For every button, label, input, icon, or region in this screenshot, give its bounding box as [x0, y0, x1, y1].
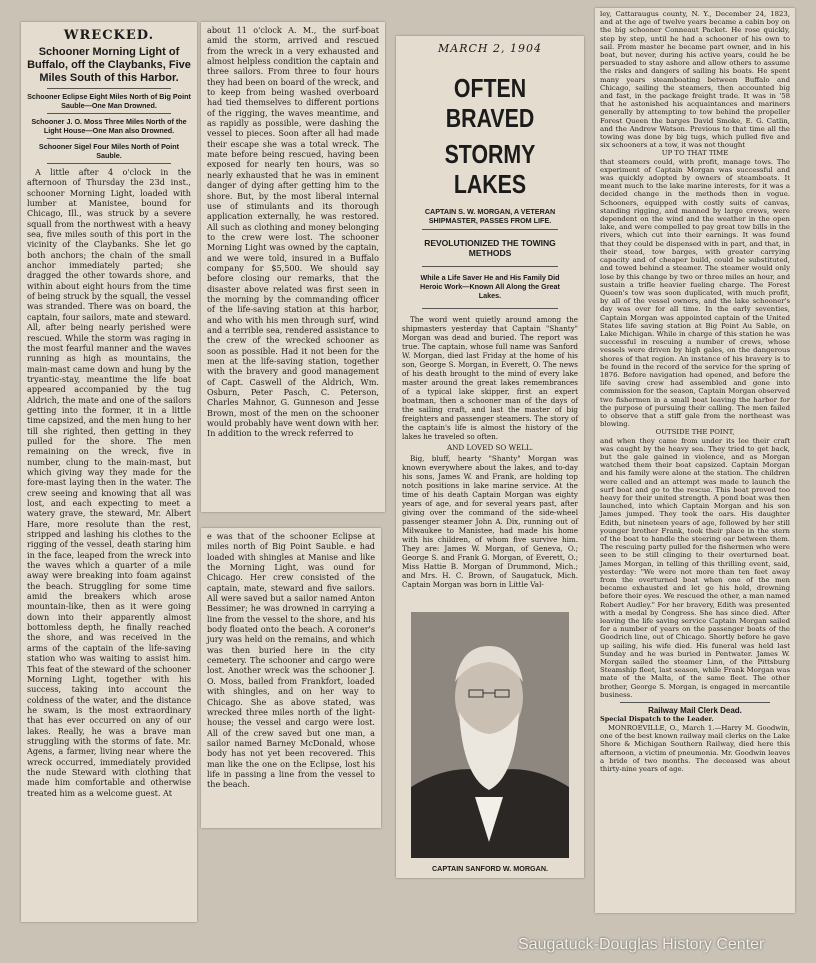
- railway-mail-body: MONROEVILLE, O., March 1.—Harry M. Goodwin, one of the best known railway mail clerks on the Lake Shore & Michigan Southern Railway, died here this afternoon, a victim of pneumonia. Mr. Goodwin leaves a bride of two months. The deceased was about thirty-nine years of age.: [600, 724, 790, 774]
- divider: [422, 308, 558, 309]
- portrait-photo-illustration: [411, 612, 569, 858]
- subhead-up-to-that-time: UP TO THAT TIME: [661, 149, 729, 158]
- subhead-loved: AND LOVED SO WELL.: [446, 443, 534, 452]
- divider: [47, 138, 171, 139]
- divider: [47, 163, 171, 164]
- divider: [422, 229, 558, 230]
- subhead-outside-the-point: OUTSIDE THE POINT,: [655, 428, 735, 437]
- morgan-continuation-clipping: [595, 8, 795, 913]
- eclipse-body: e was that of the schooner Eclipse at miles north of Big Point Sauble. e had loaded with shingles at Manise and like the Morning Light, was ound for Chicago. Her crew consisted of the captain, mate, steward and five sailors. All were saved but a sailor named Anton Bessimer; he was drowned in carrying a line from the vessel to the shore, and his body floated onto the beach. A coroner's jury was held on the remains, and which was then buried here in the city cemetery. The schooner and cargo were lost. Another wreck was the schooner J. O. Moss, bailed from Frankfort, loaded with shingles, and on her way to Chicago. She as above stated, was wrecked three miles north of the light-house; the vessel and cargo were lost. All of the crew saved but one man, a sailor named Barney McDonald, whose body has not yet been recovered. This man like the one on the Eclipse, lost his life in passing a line from the vessel to the beach.: [207, 531, 375, 790]
- right-body-2: that steamers could, with profit, manage tows. The experiment of Captain Morgan was successful and was quickly adopted by owners of steamboats. It meant much to the lake marine interests, for it was a decided change in the methods then in vogue. Schooners, equipped with costly suits of canvas, standing rigging, and manned by large crews, were dependent on the wind and the weather in the open lake, and were compelled to pay great tow bills in the rivers, which cut into their earnings. It was found that they could be dispensed with in part, and that, in their stead, tow barges, with greater carrying capacity and of cheaper build, could be substituted, and towed behind a steamer. The steamer would only lose by this change by two or three miles an hour, and sustain a trifle heavier fueling charge. The Forest Queen's tow was soon duplicated, with much profit, by all of the vessel owners, and the lake schooner's day was over for all time. In the early seventies, Captain Morgan was appointed captain of the United States life saving station at Big Point Au Sable, on Lake Michigan. While in charge of this station he was successful in rescuing a number of crews, whose vessels were driven by high gales, on the dangerous shores of that region. An instance of his bravery is to be found in the record of the service for the spring of 1876. Before navigation had opened, and before the life saving crew had assembled and gone into commission for the season, Captain Morgan observed two fishermen in a small boat leaving the harbor for the purpose of pursuing their calling. The men failed to observe that a stiff gale from the northeast was blowing.: [600, 157, 790, 429]
- dateline: MARCH 2, 1904: [438, 42, 542, 55]
- wrecked-clipping: [21, 22, 197, 922]
- portrait-photo: [411, 612, 569, 858]
- wrecked-continuation-clipping: [201, 22, 385, 512]
- right-body-3: and when they came from under its lee their craft was caught by the heavy sea. They tried to get back, but the gale gained in violence, and as Morgan watched them their boat capsized. Captain Morgan and his family were alone at the station. The children were called and an attempt was made to launch the surf boat and go to the rescue. This boat proved too heavy for their united strength. A pond boat was then launched, into which Captain Morgan and his son James jumped. They took the oars. His daughter Edith, but nineteen years of age, followed by her still younger brother Frank, took their place in the stern of the boat to handle the steering oar between them. The rescuing party pulled for the fishermen who were seen to be still clinging to their overturned boat. James Morgan, in telling of this thrilling event, said, yesterday: "We were not more than ten feet away from the overturned boat when one of the men became exhausted and let go his hold, drowning before their eyes. We rescued the other, a man named Robert Audley." For her bravery, Edith was presented with a medal by Congress. She has since died. After leaving the life saving service Captain Morgan sailed for a number of years on the passenger boats of the Goodrich line, out of Chicago. Shortly before he gave up sailing, his wife died. His funeral was held last Sunday and he was buried in Pentwater. James W. Morgan sailed the steamer Linn, of the Pittsburg Steamship fleet, last season, while Frank Morgan was mate of the Malta, of the same fleet. The other brother, George S. Morgan, is engaged in mercantile business.: [600, 436, 790, 699]
- eclipse-clipping: [201, 528, 381, 828]
- wrecked-subhead-2: Schooner J. O. Moss Three Miles North of the Light House—One Man also Drowned.: [31, 117, 187, 135]
- morgan-obituary-clipping: [396, 36, 584, 878]
- railway-mail-heading: Railway Mail Clerk Dead.: [648, 706, 742, 716]
- headline-line-2: STORMY LAKES: [444, 139, 536, 199]
- divider: [47, 88, 171, 89]
- wrecked-subhead-3: Schooner Sigel Four Miles North of Point Sauble.: [38, 142, 180, 160]
- headline-line-1: OFTEN BRAVED: [445, 73, 535, 133]
- right-body: ley, Cattaraugus county, N. Y., December 24, 1823, and at the age of twelve years became a cabin boy on the big schooner Conneaut Packet. He rose quickly, step by step, until he had a schooner of his own to sail. From master he became part owner, and in his boat, but never, during his active years, could he be persuaded to stay ashore and allow others to assume the risks and dangers of sailing his boats. He spent many years steamboating between Buffalo and Chicago, sailing the steamers, then accounted big and fast, in the package freight trade. It was in '58 that he astonished his acquaintances and mariners generally by attempting to tow behind the propeller Forest Queen the barges David Smoke, E. G. Catlin, and the Andrew Watson. Previous to that time all the towing was done by big tugs, which pulled five and six schooners at a tow, it was not thought: [600, 10, 790, 150]
- watermark: Saugatuck-Douglas History Center: [518, 936, 765, 953]
- wrecked-subhead-1: Schooner Eclipse Eight Miles North of Big Point Sauble—One Man Drowned.: [27, 92, 191, 110]
- divider: [47, 113, 171, 114]
- deck-2: REVOLUTIONIZED THE TOWING METHODS: [424, 238, 556, 258]
- railway-mail-dispatch: Special Dispatch to the Leader.: [600, 715, 714, 724]
- divider: [620, 702, 770, 703]
- wrecked-title: Schooner Morning Light of Buffalo, off the Claybanks, Five Miles South of this Harbor.: [27, 46, 191, 84]
- divider: [422, 266, 558, 267]
- portrait-caption: CAPTAIN SANFORD W. MORGAN.: [431, 864, 549, 873]
- wrecked-continuation-body: about 11 o'clock A. M., the surf-boat amid the storm, arrived and rescued from the wreck in a very exhausted and almost helpless condition the captain and three sailors. From three to four hours they had been on board of the wreck, and to keep from being washed overboard had tied themselves to different portions of the rigging, the waves meantime, and as rapidly as possible, were dashing the vessel to pieces. Soon after all had made their escape she was a total wreck. The mate before being rescued, having been exposed for nearly ten hours, was so nearly exhausted that he was in eminent danger of dying after getting him to the shore. But, by the most liberal internal use of stimulants and its thorough application externally, he was restored. All such as clothing and money belonging to the crew were lost. The schooner Morning Light was owned by the captain, and we were told, insured in a Buffalo company for $5,500. We should say before closing our remarks, that the disaster above related was first seen in the morning by the commanding officer of the life-saving station at this harbor, and who with his men through surf, wind and a terrible sea, rendered assistance to the crew of the wrecked schooner as soon as possible. Had it not been for the men at the life-saving station, together with the bravery and good management of Capt. Caswell of the Aldrich, Wm. Osburn, Peter Pasch, C. Peterson, Charles Mahnor, G. Gunneson and Jesse Brown, most of the men on the schooner would probably have went down with her. In addition to the wreck referred to: [207, 25, 379, 439]
- morgan-body-2: Big, bluff, hearty "Shanty" Morgan was known everywhere about the lakes, and to-day his sons, James W. and Frank, are holding top notch positions in lake marine service. At the time of his death Captain Morgan was eighty years of age, and for several years past, after giving over the command of the side-wheel passenger steamer John A. Dix, running out of Milwaukee to Manistee, had made his home with his children, of whom five survive him. They are: James W. Morgan, of Geneva, O.; George S. and Frank G. Morgan, of Everett, O.; Miss Hattie B. Morgan of Drummond, Mich.; and Mrs. H. C. Brown, of Saugatuck, Mich. Captain Morgan was born in Little Val-: [402, 454, 578, 589]
- wrecked-heading: WRECKED.: [63, 28, 155, 43]
- deck-3: While a Life Saver He and His Family Did Heroic Work—Known All Along the Great Lakes.: [420, 273, 560, 300]
- wrecked-body: A little after 4 o'clock in the afternoon of Thursday the 23d inst., schooner Morning Light, loaded with lumber at Manistee, bound for Chicago, Ill., was struck by a severe squall from the northwest with a heavy sea, five miles south of this port in the vicinity of the Claybanks. She let go both anchors; the chain of the small anchor immediately parted; she dragged the other towards shore, and within about eight hours from the time of being struck by the squall, the vessel was stranded. There was on board, the captain, four sailors, mate and steward. All, after being nearly perished were rescued. While the storm was raging in the most fearful manner and the waves running as high as mountains, the main-mast came down and hung by the tryantic-stay, meantime the life boat appeared accompanied by the tug Aldrich, the mate and one of the sailors getting into the former, it in a little time capsized, and the men hung to her till she righted, then getting in they pulled for the shore. The men remaining on the wreck, five in number, clung to the main-mast, but which giving way they made for the fore-mast laying then in the water. The crew seeing and knowing that all was lost, and each expecting to meet a watery grave, the steward, Mr. Albert Hare, more resolute than the rest, stripped and lashing his clothes to the rigging of the vessel, death staring him in the face, leaped from the wreck into the waves which a quarter of a mile away were breaking into foam against the beach. Struggling for some time amid the breakers which arose mountain-like, then as it were going down into their apparently almost bottomless depth, he finally reached the shore, and was received in the arms of the captain of the life-saving station who was waiting to assist him. This feat of the steward of the schooner Morning Light, together with his success, taking into account the coldness of the water, and the distance he swam, is the most extraordinary that has ever occurred on any of our lakes. Really, he was a brave man struggling with the storms of fate. Mr. Agens, a farmer, living near where the wreck occurred, immediately provided the nude Steward with clothing that made him comfortable and otherwise treated him as a welcome guest. At: [27, 167, 191, 798]
- morgan-body: The word went quietly around among the shipmasters yesterday that Captain "Shanty" Morgan was dead and buried. The report was true. The captain, whose full name was Sanford W. Morgan, died last Friday at the home of his son, George S. Morgan, in Everett, O. The news of his death brought to the mind of every lake master around the great lakes remembrances of a typical lake skipper, first an expert boatman, then a schooner man of the days of the sailing craft, and last the master of big freighters and passenger steamers. The story of the captain's life is almost the history of the lakes he traveled so often.: [402, 315, 578, 441]
- deck-1: CAPTAIN S. W. MORGAN, A VETERAN SHIPMASTER, PASSES FROM LIFE.: [424, 207, 556, 225]
